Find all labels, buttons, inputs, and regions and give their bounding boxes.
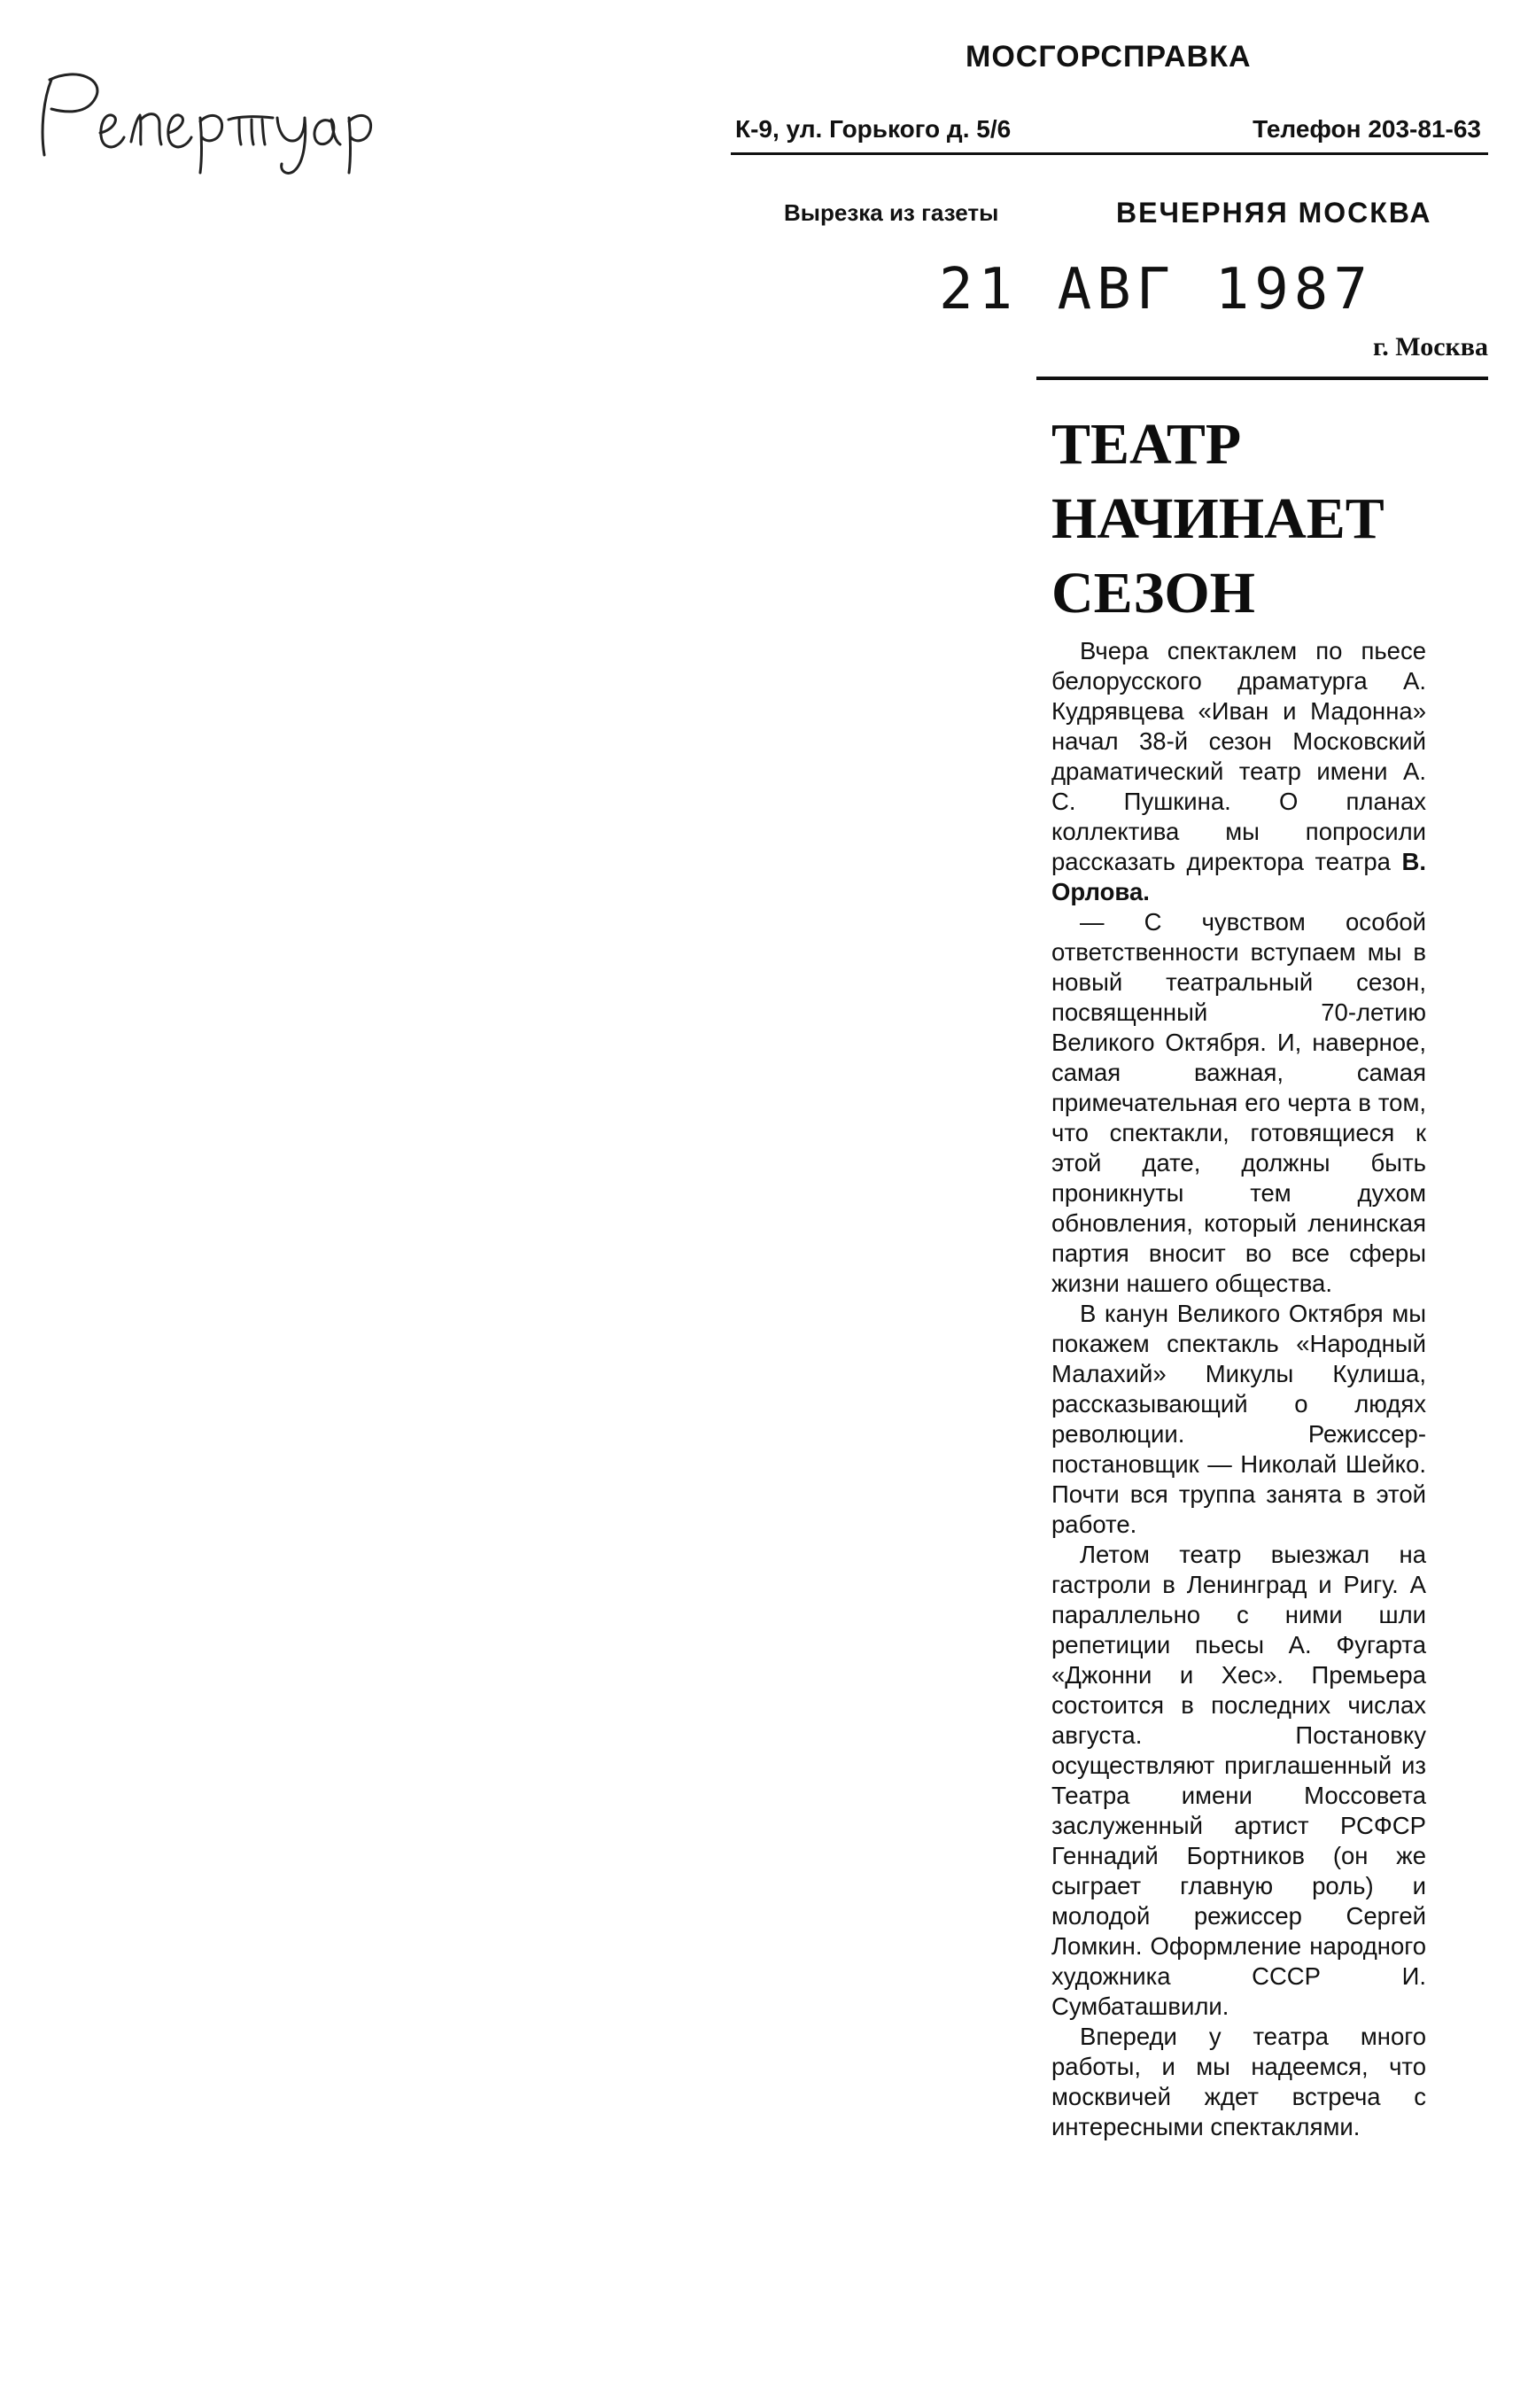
clipping-stamp (726, 35, 1497, 408)
article-intro (1051, 636, 1426, 907)
stamp-agency: МОСГОРСПРАВКА (966, 40, 1252, 74)
stamp-divider (731, 152, 1488, 155)
article-paragraph: Впереди у театра много работы, и мы надеемся, что москвичей ждет встреча с интересными спектаклями. (1051, 2023, 1426, 2140)
handwritten-note (16, 49, 477, 182)
article-body (1051, 636, 1426, 2142)
article-paragraph: — С чувством особой ответственности вступаем мы в новый театральный сезон, посвященный 70-летию Великого Октября. И, наверное, самая важная, самая примечательная его черта в том, что спектакли, готовящиеся к этой дате, должны быть проникнуты тем духом обновления, который ленинская партия вносит во все сферы жизни нашего общества. (1051, 908, 1426, 1297)
article (1051, 408, 1426, 2142)
article-headline (1051, 408, 1426, 631)
headline-line: СЕЗОН (1051, 561, 1256, 625)
intro-text: Вчера спектаклем по пьесе белорусского драматурга А. Кудрявцева «Иван и Мадонна» начал 38-й сезон Московский драматический театр имени А. С. Пушкина. О планах коллектива мы попросили рассказать директора театра (1051, 637, 1426, 875)
stamp-city: г. Москва (1373, 332, 1488, 361)
stamp-address: К-9, ул. Горького д. 5/6 (735, 115, 1012, 143)
stamp-divider (1036, 377, 1488, 380)
stamp-cut-label: Вырезка из газеты (784, 199, 999, 226)
headline-line: ТЕАТР (1051, 412, 1242, 477)
handwritten-note-drawing (16, 49, 477, 182)
stamp-newspaper: ВЕЧЕРНЯЯ МОСКВА (1116, 197, 1432, 229)
headline-line: НАЧИНАЕТ (1051, 486, 1385, 551)
article-paragraph: В канун Великого Октября мы покажем спектакль «Народный Малахий» Микулы Кулиша, рассказывающий о людях революции. Режиссер-постановщик — Николай Шейко. Почти вся труппа занята в этой работе. (1051, 1300, 1426, 1538)
article-paragraph: Летом театр выезжал на гастроли в Ленинград и Ригу. А параллельно с ними шли репетиции пьесы А. Фугарта «Джонни и Хес». Премьера состоится в последних числах августа. Постановку осуществляют приглашенный из Театра имени Моссовета заслуженный артист РСФСР Геннадий Бортников (он же сыграет главную роль) и молодой режиссер Сергей Ломкин. Оформление народного художника СССР И. Сумбаташвили. (1051, 1541, 1426, 2020)
author-name: В. Орлова. (1051, 848, 1427, 905)
stamp-date: 21 АВГ 1987 (939, 257, 1373, 322)
stamp-phone: Телефон 203-81-63 (1253, 115, 1481, 143)
